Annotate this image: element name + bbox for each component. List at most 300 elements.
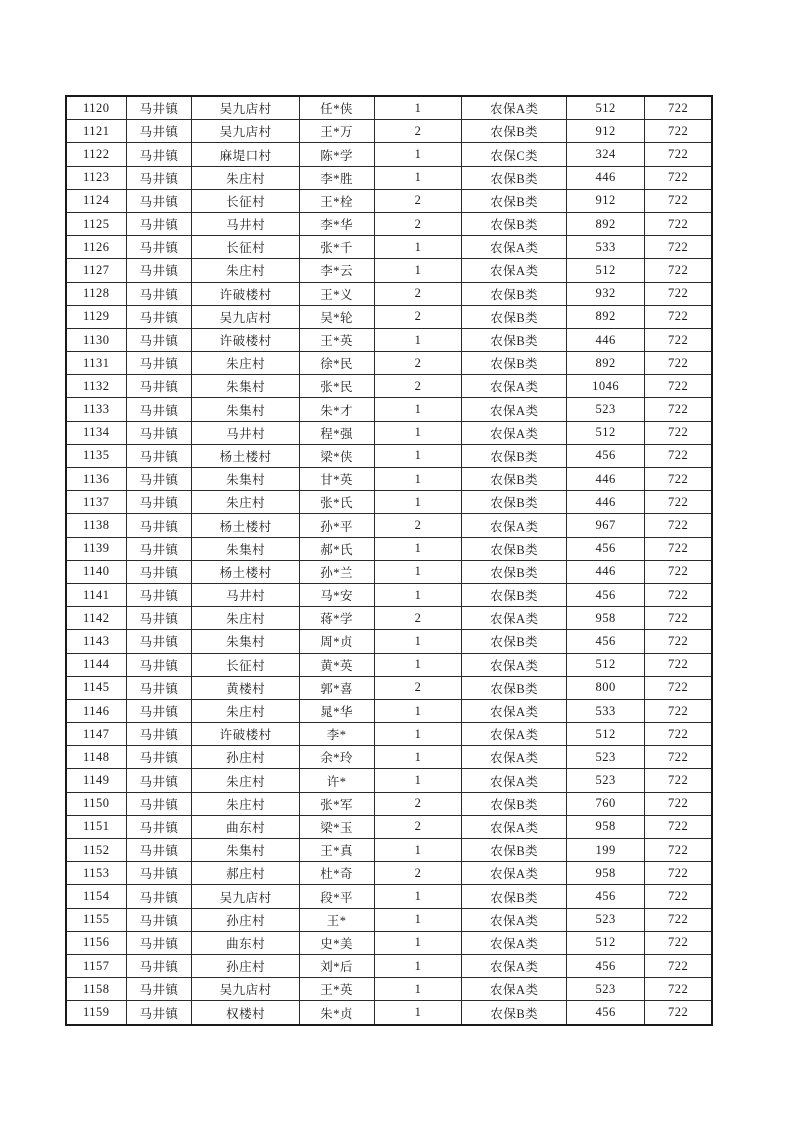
- table-cell: 马井镇: [126, 282, 192, 305]
- table-cell: 1124: [66, 189, 126, 212]
- table-cell: 1126: [66, 236, 126, 259]
- table-cell: 农保B类: [462, 444, 567, 467]
- table-cell: 杨土楼村: [192, 444, 299, 467]
- table-cell: 马井镇: [126, 792, 192, 815]
- table-cell: 2: [374, 120, 462, 143]
- table-cell: 郭*喜: [299, 676, 374, 699]
- table-cell: 1122: [66, 143, 126, 166]
- table-cell: 马井镇: [126, 676, 192, 699]
- table-cell: 1134: [66, 421, 126, 444]
- table-cell: 2: [374, 676, 462, 699]
- table-cell: 农保A类: [462, 421, 567, 444]
- table-cell: 农保B类: [462, 305, 567, 328]
- table-cell: 722: [645, 653, 712, 676]
- table-cell: 史*美: [299, 931, 374, 954]
- table-cell: 722: [645, 885, 712, 908]
- table-cell: 2: [374, 792, 462, 815]
- table-cell: 甘*英: [299, 468, 374, 491]
- table-cell: 324: [567, 143, 645, 166]
- table-cell: 912: [567, 189, 645, 212]
- table-cell: 徐*民: [299, 352, 374, 375]
- table-cell: 722: [645, 259, 712, 282]
- table-cell: 958: [567, 815, 645, 838]
- table-cell: 1: [374, 978, 462, 1001]
- table-cell: 722: [645, 305, 712, 328]
- table-cell: 农保B类: [462, 583, 567, 606]
- table-cell: 1130: [66, 328, 126, 351]
- table-cell: 722: [645, 212, 712, 235]
- table-cell: 1138: [66, 514, 126, 537]
- table-cell: 程*强: [299, 421, 374, 444]
- table-cell: 1: [374, 491, 462, 514]
- table-cell: 1: [374, 398, 462, 421]
- table-cell: 朱集村: [192, 630, 299, 653]
- table-cell: 533: [567, 236, 645, 259]
- table-cell: 722: [645, 398, 712, 421]
- table-row: [66, 212, 712, 235]
- table-cell: 朱庄村: [192, 259, 299, 282]
- table-row: [66, 491, 712, 514]
- table-row: [66, 537, 712, 560]
- table-cell: 722: [645, 769, 712, 792]
- table-cell: 722: [645, 468, 712, 491]
- table-cell: 446: [567, 468, 645, 491]
- table-cell: 1152: [66, 839, 126, 862]
- table-cell: 王*英: [299, 328, 374, 351]
- table-cell: 760: [567, 792, 645, 815]
- table-row: [66, 746, 712, 769]
- table-cell: 1: [374, 421, 462, 444]
- table-cell: 722: [645, 491, 712, 514]
- table-cell: 梁*玉: [299, 815, 374, 838]
- table-cell: 马井镇: [126, 862, 192, 885]
- table-row: [66, 931, 712, 954]
- table-cell: 许破楼村: [192, 328, 299, 351]
- table-cell: 农保B类: [462, 839, 567, 862]
- table-row: [66, 96, 712, 120]
- table-cell: 722: [645, 189, 712, 212]
- table-cell: 吴九店村: [192, 120, 299, 143]
- table-cell: 农保B类: [462, 560, 567, 583]
- table-cell: 农保A类: [462, 908, 567, 931]
- table-cell: 722: [645, 96, 712, 120]
- table-row: [66, 444, 712, 467]
- table-cell: 马井镇: [126, 120, 192, 143]
- table-cell: 吴九店村: [192, 885, 299, 908]
- table-cell: 800: [567, 676, 645, 699]
- table-cell: 1120: [66, 96, 126, 120]
- table-cell: 1: [374, 653, 462, 676]
- table-row: [66, 398, 712, 421]
- table-cell: 孙庄村: [192, 954, 299, 977]
- table-cell: 朱集村: [192, 537, 299, 560]
- table-cell: 2: [374, 862, 462, 885]
- table-row: [66, 421, 712, 444]
- table-row: [66, 514, 712, 537]
- table-cell: 张*民: [299, 375, 374, 398]
- table-cell: 黄楼村: [192, 676, 299, 699]
- table-cell: 1156: [66, 931, 126, 954]
- table-cell: 曲东村: [192, 815, 299, 838]
- table-cell: 1: [374, 96, 462, 120]
- table-cell: 农保A类: [462, 236, 567, 259]
- table-cell: 段*平: [299, 885, 374, 908]
- table-cell: 722: [645, 839, 712, 862]
- table-cell: 1: [374, 468, 462, 491]
- table-row: [66, 839, 712, 862]
- table-cell: 1: [374, 885, 462, 908]
- table-cell: 1159: [66, 1001, 126, 1025]
- table-cell: 马井镇: [126, 746, 192, 769]
- table-cell: 马井镇: [126, 607, 192, 630]
- table-cell: 李*云: [299, 259, 374, 282]
- table-row: [66, 653, 712, 676]
- table-cell: 农保A类: [462, 769, 567, 792]
- table-cell: 1146: [66, 699, 126, 722]
- table-cell: 农保B类: [462, 537, 567, 560]
- table-cell: 722: [645, 583, 712, 606]
- table-cell: 马井镇: [126, 560, 192, 583]
- table-cell: 722: [645, 630, 712, 653]
- table-cell: 马井镇: [126, 398, 192, 421]
- table-cell: 王*栓: [299, 189, 374, 212]
- table-cell: 马井村: [192, 212, 299, 235]
- table-cell: 722: [645, 236, 712, 259]
- table-cell: 王*万: [299, 120, 374, 143]
- table-row: [66, 560, 712, 583]
- table-cell: 权楼村: [192, 1001, 299, 1025]
- table-cell: 1143: [66, 630, 126, 653]
- table-cell: 722: [645, 746, 712, 769]
- table-cell: 长征村: [192, 189, 299, 212]
- table-row: [66, 236, 712, 259]
- table-cell: 黄*英: [299, 653, 374, 676]
- table-cell: 马井镇: [126, 931, 192, 954]
- table-cell: 孙庄村: [192, 746, 299, 769]
- table-cell: 1128: [66, 282, 126, 305]
- table-cell: 马井镇: [126, 375, 192, 398]
- table-cell: 2: [374, 352, 462, 375]
- table-cell: 马井镇: [126, 537, 192, 560]
- table-cell: 722: [645, 792, 712, 815]
- table-row: [66, 166, 712, 189]
- table-cell: 1133: [66, 398, 126, 421]
- table-cell: 朱集村: [192, 468, 299, 491]
- table-cell: 马井镇: [126, 908, 192, 931]
- table-cell: 农保B类: [462, 1001, 567, 1025]
- table-row: [66, 259, 712, 282]
- table-cell: 446: [567, 166, 645, 189]
- table-row: [66, 954, 712, 977]
- table-row: [66, 305, 712, 328]
- table-row: [66, 375, 712, 398]
- table-cell: 446: [567, 560, 645, 583]
- table-cell: 张*氏: [299, 491, 374, 514]
- table-cell: 农保B类: [462, 468, 567, 491]
- table-cell: 1: [374, 583, 462, 606]
- table-cell: 孙*兰: [299, 560, 374, 583]
- table-row: [66, 908, 712, 931]
- table-cell: 722: [645, 120, 712, 143]
- table-cell: 农保A类: [462, 96, 567, 120]
- table-row: [66, 699, 712, 722]
- table-cell: 1141: [66, 583, 126, 606]
- table-cell: 722: [645, 514, 712, 537]
- table-cell: 农保A类: [462, 978, 567, 1001]
- table-cell: 1137: [66, 491, 126, 514]
- table-cell: 1132: [66, 375, 126, 398]
- table-cell: 1: [374, 259, 462, 282]
- table-cell: 1: [374, 769, 462, 792]
- table-cell: 512: [567, 653, 645, 676]
- table-cell: 王*义: [299, 282, 374, 305]
- table-cell: 马井镇: [126, 653, 192, 676]
- table-cell: 马井镇: [126, 839, 192, 862]
- table-cell: 1123: [66, 166, 126, 189]
- table-row: [66, 352, 712, 375]
- insurance-table-body: [66, 96, 712, 1025]
- table-cell: 任*侠: [299, 96, 374, 120]
- table-cell: 农保B类: [462, 491, 567, 514]
- table-cell: 722: [645, 560, 712, 583]
- table-cell: 余*玲: [299, 746, 374, 769]
- table-cell: 1121: [66, 120, 126, 143]
- table-cell: 1151: [66, 815, 126, 838]
- table-cell: 722: [645, 352, 712, 375]
- table-cell: 马井镇: [126, 769, 192, 792]
- table-cell: 722: [645, 931, 712, 954]
- table-cell: 446: [567, 328, 645, 351]
- table-cell: 722: [645, 444, 712, 467]
- table-cell: 朱庄村: [192, 491, 299, 514]
- table-row: [66, 862, 712, 885]
- table-cell: 1147: [66, 723, 126, 746]
- table-cell: 农保A类: [462, 607, 567, 630]
- table-cell: 农保C类: [462, 143, 567, 166]
- table-cell: 马井村: [192, 421, 299, 444]
- table-cell: 456: [567, 537, 645, 560]
- table-cell: 吴*轮: [299, 305, 374, 328]
- table-row: [66, 120, 712, 143]
- table-cell: 1: [374, 699, 462, 722]
- table-cell: 2: [374, 375, 462, 398]
- table-cell: 892: [567, 305, 645, 328]
- table-cell: 1148: [66, 746, 126, 769]
- table-cell: 马井镇: [126, 630, 192, 653]
- table-cell: 722: [645, 954, 712, 977]
- table-cell: 1: [374, 908, 462, 931]
- table-cell: 912: [567, 120, 645, 143]
- table-cell: 722: [645, 676, 712, 699]
- table-cell: 523: [567, 908, 645, 931]
- table-cell: 曲东村: [192, 931, 299, 954]
- table-cell: 512: [567, 723, 645, 746]
- table-row: [66, 723, 712, 746]
- table-cell: 523: [567, 746, 645, 769]
- table-cell: 马井镇: [126, 723, 192, 746]
- table-cell: 1: [374, 723, 462, 746]
- table-cell: 523: [567, 398, 645, 421]
- table-cell: 刘*后: [299, 954, 374, 977]
- table-cell: 2: [374, 282, 462, 305]
- table-cell: 958: [567, 862, 645, 885]
- table-cell: 陈*学: [299, 143, 374, 166]
- table-cell: 722: [645, 537, 712, 560]
- table-cell: 1125: [66, 212, 126, 235]
- table-cell: 张*军: [299, 792, 374, 815]
- table-cell: 晁*华: [299, 699, 374, 722]
- table-cell: 朱集村: [192, 839, 299, 862]
- table-cell: 蒋*学: [299, 607, 374, 630]
- table-cell: 523: [567, 978, 645, 1001]
- table-row: [66, 282, 712, 305]
- table-cell: 农保A类: [462, 746, 567, 769]
- table-row: [66, 328, 712, 351]
- table-cell: 农保B类: [462, 792, 567, 815]
- table-cell: 1129: [66, 305, 126, 328]
- table-cell: 456: [567, 885, 645, 908]
- table-cell: 马井镇: [126, 259, 192, 282]
- table-cell: 马*安: [299, 583, 374, 606]
- table-cell: 马井镇: [126, 96, 192, 120]
- table-cell: 2: [374, 305, 462, 328]
- table-cell: 马井镇: [126, 954, 192, 977]
- table-cell: 农保B类: [462, 328, 567, 351]
- table-cell: 892: [567, 352, 645, 375]
- table-cell: 许破楼村: [192, 282, 299, 305]
- table-cell: 722: [645, 1001, 712, 1025]
- table-cell: 马井镇: [126, 583, 192, 606]
- table-cell: 1145: [66, 676, 126, 699]
- table-cell: 马井镇: [126, 978, 192, 1001]
- table-cell: 梁*侠: [299, 444, 374, 467]
- table-cell: 967: [567, 514, 645, 537]
- table-cell: 李*胜: [299, 166, 374, 189]
- table-cell: 456: [567, 583, 645, 606]
- table-cell: 朱*才: [299, 398, 374, 421]
- table-cell: 533: [567, 699, 645, 722]
- table-cell: 郝庄村: [192, 862, 299, 885]
- table-cell: 1155: [66, 908, 126, 931]
- table-cell: 1136: [66, 468, 126, 491]
- table-row: [66, 769, 712, 792]
- table-cell: 农保A类: [462, 398, 567, 421]
- table-cell: 1: [374, 328, 462, 351]
- table-cell: 农保A类: [462, 699, 567, 722]
- table-cell: 马井镇: [126, 699, 192, 722]
- table-cell: 456: [567, 1001, 645, 1025]
- table-cell: 1: [374, 954, 462, 977]
- table-row: [66, 1001, 712, 1025]
- table-cell: 许*: [299, 769, 374, 792]
- table-cell: 722: [645, 723, 712, 746]
- table-cell: 1153: [66, 862, 126, 885]
- table-cell: 马井村: [192, 583, 299, 606]
- table-cell: 农保A类: [462, 653, 567, 676]
- table-cell: 456: [567, 954, 645, 977]
- table-cell: 农保B类: [462, 120, 567, 143]
- table-cell: 马井镇: [126, 305, 192, 328]
- table-cell: 农保B类: [462, 166, 567, 189]
- table-cell: 722: [645, 143, 712, 166]
- table-cell: 722: [645, 607, 712, 630]
- table-cell: 杨土楼村: [192, 560, 299, 583]
- table-row: [66, 978, 712, 1001]
- table-cell: 农保A类: [462, 259, 567, 282]
- table-cell: 1142: [66, 607, 126, 630]
- table-cell: 麻堤口村: [192, 143, 299, 166]
- table-cell: 1127: [66, 259, 126, 282]
- table-cell: 马井镇: [126, 468, 192, 491]
- table-cell: 农保B类: [462, 212, 567, 235]
- table-cell: 1131: [66, 352, 126, 375]
- table-row: [66, 583, 712, 606]
- table-cell: 马井镇: [126, 189, 192, 212]
- table-cell: 马井镇: [126, 212, 192, 235]
- table-cell: 长征村: [192, 236, 299, 259]
- table-cell: 马井镇: [126, 166, 192, 189]
- table-cell: 892: [567, 212, 645, 235]
- table-cell: 722: [645, 282, 712, 305]
- table-cell: 722: [645, 375, 712, 398]
- table-cell: 马井镇: [126, 885, 192, 908]
- table-cell: 512: [567, 931, 645, 954]
- table-cell: 1150: [66, 792, 126, 815]
- table-cell: 周*贞: [299, 630, 374, 653]
- table-cell: 朱集村: [192, 398, 299, 421]
- table-cell: 马井镇: [126, 1001, 192, 1025]
- table-cell: 199: [567, 839, 645, 862]
- table-cell: 农保A类: [462, 931, 567, 954]
- table-cell: 马井镇: [126, 236, 192, 259]
- table-cell: 1149: [66, 769, 126, 792]
- table-cell: 1: [374, 143, 462, 166]
- table-cell: 512: [567, 421, 645, 444]
- table-cell: 农保A类: [462, 723, 567, 746]
- table-cell: 农保B类: [462, 352, 567, 375]
- table-cell: 958: [567, 607, 645, 630]
- table-cell: 吴九店村: [192, 978, 299, 1001]
- table-cell: 2: [374, 607, 462, 630]
- table-row: [66, 792, 712, 815]
- table-cell: 朱庄村: [192, 792, 299, 815]
- table-cell: 1: [374, 746, 462, 769]
- table-cell: 2: [374, 212, 462, 235]
- table-row: [66, 630, 712, 653]
- table-cell: 农保B类: [462, 282, 567, 305]
- table-cell: 1157: [66, 954, 126, 977]
- table-cell: 932: [567, 282, 645, 305]
- table-cell: 农保B类: [462, 885, 567, 908]
- table-cell: 722: [645, 978, 712, 1001]
- table-cell: 王*真: [299, 839, 374, 862]
- table-cell: 李*华: [299, 212, 374, 235]
- table-cell: 1158: [66, 978, 126, 1001]
- table-cell: 1144: [66, 653, 126, 676]
- table-cell: 孙庄村: [192, 908, 299, 931]
- table-cell: 吴九店村: [192, 96, 299, 120]
- table-cell: 朱庄村: [192, 769, 299, 792]
- table-cell: 马井镇: [126, 352, 192, 375]
- table-cell: 农保A类: [462, 862, 567, 885]
- table-cell: 朱庄村: [192, 352, 299, 375]
- table-cell: 杜*奇: [299, 862, 374, 885]
- table-row: [66, 143, 712, 166]
- table-cell: 马井镇: [126, 143, 192, 166]
- table-cell: 1: [374, 236, 462, 259]
- table-cell: 许破楼村: [192, 723, 299, 746]
- table-cell: 马井镇: [126, 421, 192, 444]
